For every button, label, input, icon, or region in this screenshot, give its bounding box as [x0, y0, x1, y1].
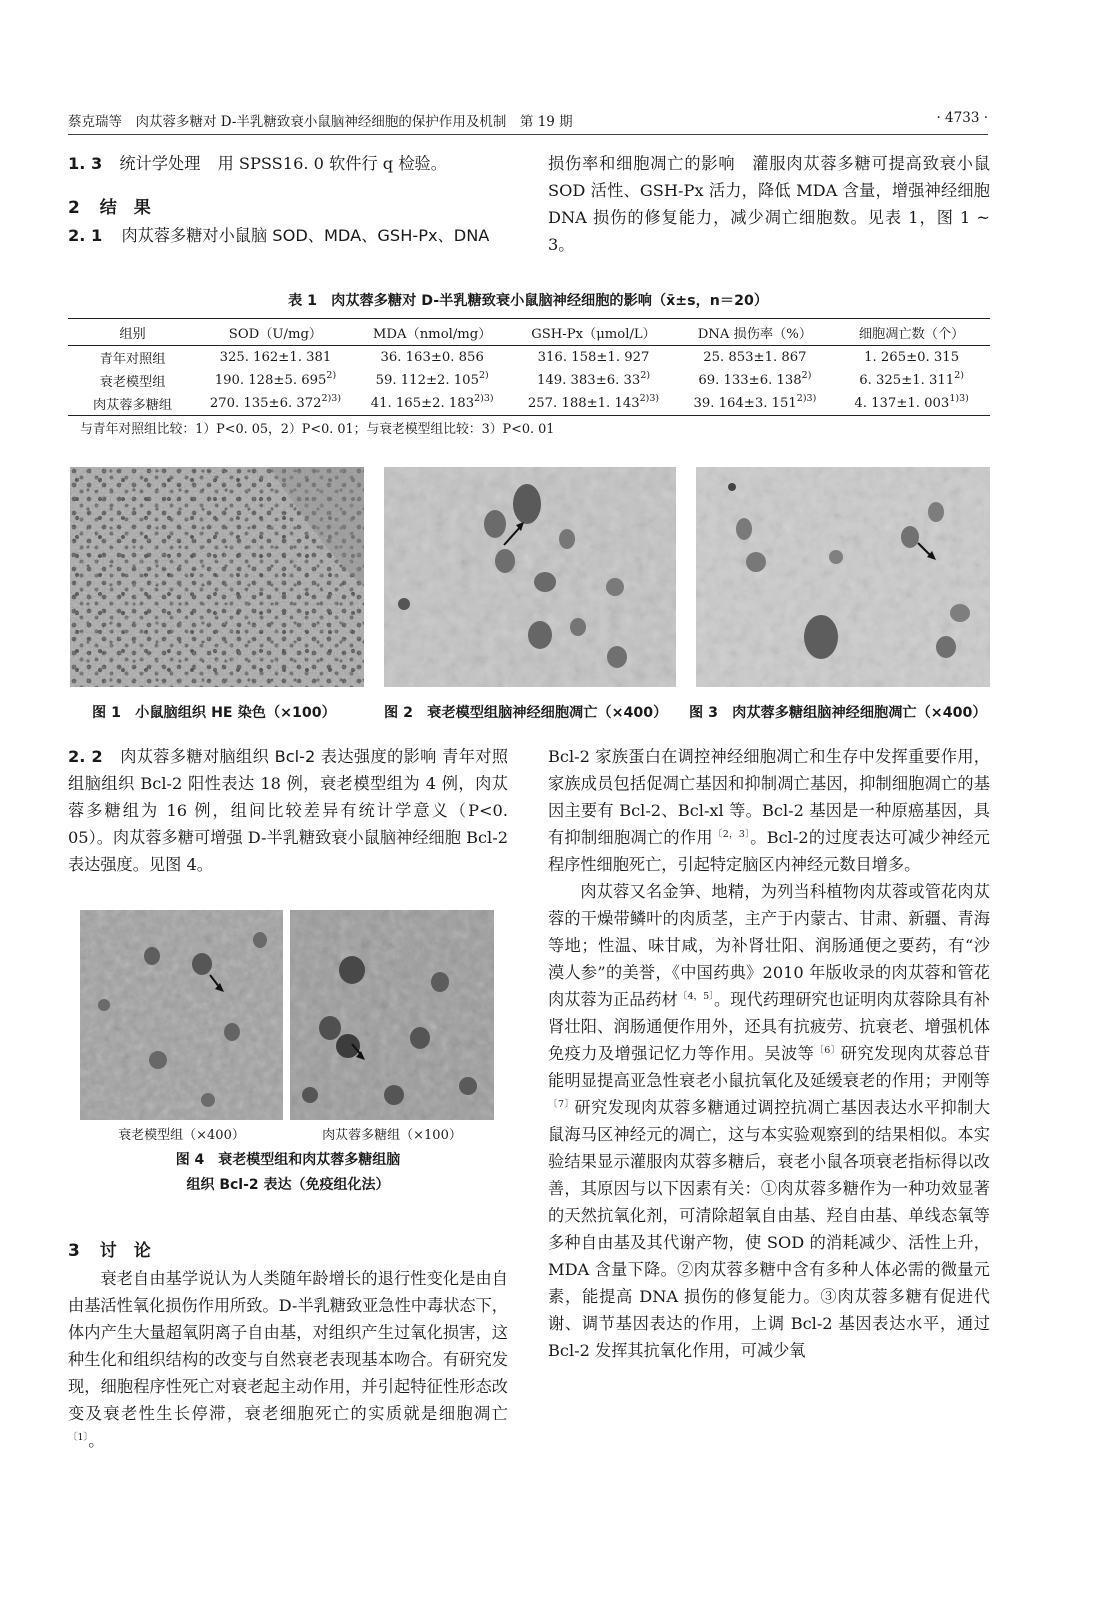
figure-4-caption-line1: 图 4 衰老模型组和肉苁蓉多糖组脑 [175, 1152, 401, 1168]
section-3-paragraph-1 [68, 1265, 508, 1454]
left-column-bottom [68, 1238, 508, 1454]
table-cell [511, 392, 677, 416]
section-2-1-text: 灌服肉苁蓉多糖可提高致衰小鼠 SOD 活性、GSH-Px 活力，降低 MDA 含量，增强神经细胞 DNA 损伤的修复能力，减少凋亡细胞数。见表 1，图 1 ~ 3。 [548, 154, 991, 254]
section-1-3 [68, 150, 508, 177]
figure-4-label-polysaccharide: 肉苁蓉多糖组（×100） [322, 1128, 462, 1143]
section-2-2-title: 肉苁蓉多糖对脑组织 Bcl-2 表达强度的影响 [120, 747, 437, 766]
table-cell [197, 346, 354, 370]
citation-7: 〔7〕 [548, 1099, 575, 1110]
section-3-title: 讨 论 [99, 1241, 151, 1261]
section-2-1-body [548, 150, 990, 258]
cell-value: 257. 188±1. 143 [527, 396, 640, 411]
cell-value: 316. 158±1. 927 [537, 350, 650, 365]
cell-value: 149. 383±6. 33 [536, 373, 641, 388]
table-cell [833, 392, 990, 416]
table-cell [833, 369, 990, 392]
table-cell [677, 392, 834, 416]
table-header-cell: 细胞凋亡数（个） [833, 319, 990, 346]
table-1-title: 表 1 肉苁蓉多糖对 D-半乳糖致衰小鼠脑神经细胞的影响（x̄±s，n＝20） [287, 293, 769, 309]
discussion-paragraph-bcl2-text-a: Bcl-2 家族蛋白在调控神经细胞凋亡和生存中发挥重要作用，家族成员包括促凋亡基因和抑制凋亡基因，抑制细胞凋亡的基因主要有 Bcl-2、Bcl-xl 等。Bcl-2 基因是一种原癌基因，具有抑制细胞凋亡的作用 [548, 747, 990, 847]
table-header-row [68, 319, 990, 346]
page-number: · 4733 · [936, 110, 988, 126]
section-3-paragraph-1-end: 。 [88, 1431, 105, 1450]
cell-value: 青年对照组 [99, 352, 166, 367]
cell-value: 4. 137±1. 003 [854, 396, 950, 411]
figure-4-label-model: 衰老模型组（×400） [118, 1128, 245, 1143]
table-header-cell: DNA 损伤率（%） [677, 319, 834, 346]
figure-4-image-polysaccharide [290, 910, 494, 1120]
section-2-1-heading [68, 222, 508, 249]
figure-2-caption: 图 2 衰老模型组脑神经细胞凋亡（×400） [384, 705, 668, 721]
table-cell [511, 369, 677, 392]
cell-value: 190. 128±5. 695 [214, 373, 327, 388]
cell-sup: 2) [954, 370, 964, 381]
cell-value: 衰老模型组 [99, 375, 166, 390]
running-header-title: 蔡克瑞等 肉苁蓉多糖对 D-半乳糖致衰小鼠脑神经细胞的保护作用及机制 第 19 期 [68, 114, 573, 130]
cell-sup: 2)3) [796, 393, 817, 404]
cell-value: 41. 165±2. 183 [370, 396, 475, 411]
table-cell [511, 346, 677, 370]
table-header-cell: MDA（nmol/mg） [354, 319, 511, 346]
cell-value: 59. 112±2. 105 [375, 373, 479, 388]
table-header-cell: SOD（U/mg） [197, 319, 354, 346]
section-1-3-title: 统计学处理 [119, 154, 201, 173]
discussion-paragraph-cistanche-text-a: 肉苁蓉又名金笋、地精，为列当科植物肉苁蓉或管花肉苁蓉的干燥带鳞叶的肉质茎，主产于内蒙古、甘肃、新疆、青海等地；性温、味甘咸，为补肾壮阳、润肠通便之要药，有“沙漠人参”的美誉，《中国药典》2010 年版收录的肉苁蓉和管花肉苁蓉为正品药材 [548, 882, 990, 1009]
figure-2-image [384, 467, 676, 687]
table-cell [68, 392, 197, 416]
section-2-1-title-part2: 损伤率和细胞凋亡的影响 [548, 154, 736, 173]
figure-3-caption: 图 3 肉苁蓉多糖组脑神经细胞凋亡（×400） [689, 705, 987, 721]
table-cell [354, 392, 511, 416]
cell-sup: 2) [326, 370, 337, 381]
cell-value: 39. 164±3. 151 [693, 396, 797, 411]
table-header-cell: 组别 [68, 319, 197, 346]
table-1 [68, 318, 990, 416]
section-2-1-title-part1: 肉苁蓉多糖对小鼠脑 SOD、MDA、GSH-Px、DNA [121, 226, 490, 245]
figure-4-caption [68, 1148, 508, 1198]
cell-value: 25. 853±1. 867 [703, 350, 807, 365]
table-cell [677, 369, 834, 392]
cell-value: 1. 265±0. 315 [864, 350, 960, 365]
table-row [68, 346, 990, 370]
discussion-paragraph-cistanche-text-b: 。现代药理研究也证明肉苁蓉除具有补肾壮阳、润肠通便作用外，还具有抗疲劳、抗衰老、增强机体免疫力及增强记忆力等作用。吴波等 [548, 990, 990, 1063]
section-3-paragraph-1-text: 衰老自由基学说认为人类随年龄增长的退行性变化是由自由基活性氧化损伤作用所致。D-半乳糖致亚急性中毒状态下，体内产生大量超氧阴离子自由基，对组织产生过氧化损害，这种生化和组织结构的改变与自然衰老表现基本吻合。有研究发现，细胞程序性死亡对衰老起主动作用，并引起特征性形态改变及衰老性生长停滞，衰老细胞死亡的实质就是细胞凋亡 [68, 1269, 508, 1423]
discussion-paragraph-cistanche-text-d: 研究发现肉苁蓉多糖通过调控抗凋亡基因表达水平抑制大鼠海马区神经元的凋亡，这与本实验观察到的结果相似。本实验结果显示灌服肉苁蓉多糖后，衰老小鼠各项衰老指标得以改善，其原因与以下因素有关：①肉苁蓉多糖作为一种功效显著的天然抗氧化剂，可清除超氧自由基、羟自由基、单线态氧等多种自由基及其代谢产物，使 SOD 的消耗减少、活性上升，MDA 含量下降。②肉苁蓉多糖中含有多种人体必需的微量元素，能提高 DNA 损伤的修复能力。③肉苁蓉多糖有促进代谢、调节基因表达的作用，上调 Bcl-2 基因表达水平，通过 Bcl-2 发挥其抗氧化作用，可减少氧 [548, 1098, 991, 1360]
left-column-middle [68, 743, 508, 878]
section-2-2-number: 2. 2 [68, 747, 103, 766]
discussion-paragraph-cistanche [548, 878, 990, 1364]
citation-1: 〔1〕 [68, 1432, 89, 1443]
section-1-3-text: 用 SPSS16. 0 软件行 q 检验。 [217, 154, 447, 173]
cell-value: 270. 135±6. 372 [209, 396, 322, 411]
table-cell [833, 346, 990, 370]
section-2-2 [68, 743, 508, 878]
section-2-title: 结 果 [99, 198, 151, 218]
left-column-top [68, 150, 508, 249]
table-cell [197, 392, 354, 416]
right-column-bottom [548, 743, 990, 1364]
table-cell [677, 346, 834, 370]
table-cell [354, 369, 511, 392]
cell-sup: 2)3) [639, 393, 660, 404]
cell-value: 6. 325±1. 311 [859, 373, 955, 388]
figure-4-image-model [80, 910, 283, 1120]
table-cell [68, 346, 197, 370]
figure-4-caption-line2: 组织 Bcl-2 表达（免疫组化法） [186, 1177, 390, 1193]
figure-1-caption: 图 1 小鼠脑组织 HE 染色（×100） [92, 705, 336, 721]
running-header [68, 110, 988, 135]
table-row [68, 369, 990, 392]
citation-2-3: 〔2，3〕 [712, 829, 751, 840]
table-cell [354, 346, 511, 370]
cell-sup: 2)3) [474, 393, 494, 404]
cell-sup: 2)3) [321, 393, 342, 404]
discussion-paragraph-cistanche-text-c: 研究发现肉苁蓉总苷能明显提高亚急性衰老小鼠抗氧化及延缓衰老的作用；尹刚等 [548, 1044, 991, 1090]
table-cell [197, 369, 354, 392]
section-2-number: 2 [68, 198, 80, 218]
cell-sup: 2) [640, 370, 651, 381]
discussion-paragraph-bcl2-text-b: 。Bcl-2的过度表达可减少神经元程序性细胞死亡，引起特定脑区内神经元数目增多。 [548, 828, 990, 874]
table-header-cell: GSH-Px（μmol/L） [511, 319, 677, 346]
section-2-1-number: 2. 1 [68, 226, 103, 245]
cell-value: 325. 162±1. 381 [219, 350, 332, 365]
section-1-3-number: 1. 3 [68, 154, 103, 173]
figure-1-image [70, 467, 364, 687]
cell-value: 36. 163±0. 856 [380, 350, 484, 365]
citation-6: 〔6〕 [814, 1045, 841, 1056]
cell-value: 肉苁蓉多糖组 [92, 398, 173, 413]
cell-sup: 1)3) [949, 393, 969, 404]
right-column-top [548, 150, 990, 258]
section-3-number: 3 [68, 1241, 80, 1261]
section-2-2-text: 青年对照组脑组织 Bcl-2 阳性表达 18 例，衰老模型组为 4 例，肉苁蓉多糖组为 16 例，组间比较差异有统计学意义（P<0. 05）。肉苁蓉多糖可增强 D-半乳糖致衰小鼠脑神经细胞 Bcl-2 表达强度。见图 4。 [68, 747, 509, 874]
section-2-heading [68, 195, 508, 222]
table-row [68, 392, 990, 416]
cell-sup: 2) [478, 370, 489, 381]
discussion-paragraph-bcl2 [548, 743, 990, 878]
table-1-footnote: 与青年对照组比较：1）P<0. 05，2）P<0. 01；与衰老模型组比较：3）P<0. 01 [80, 422, 555, 437]
citation-4-5: 〔4，5〕 [677, 991, 714, 1002]
cell-value: 69. 133±6. 138 [698, 373, 802, 388]
table-cell [68, 369, 197, 392]
section-3-heading [68, 1238, 508, 1265]
cell-sup: 2) [801, 370, 812, 381]
figure-3-image [696, 467, 990, 687]
